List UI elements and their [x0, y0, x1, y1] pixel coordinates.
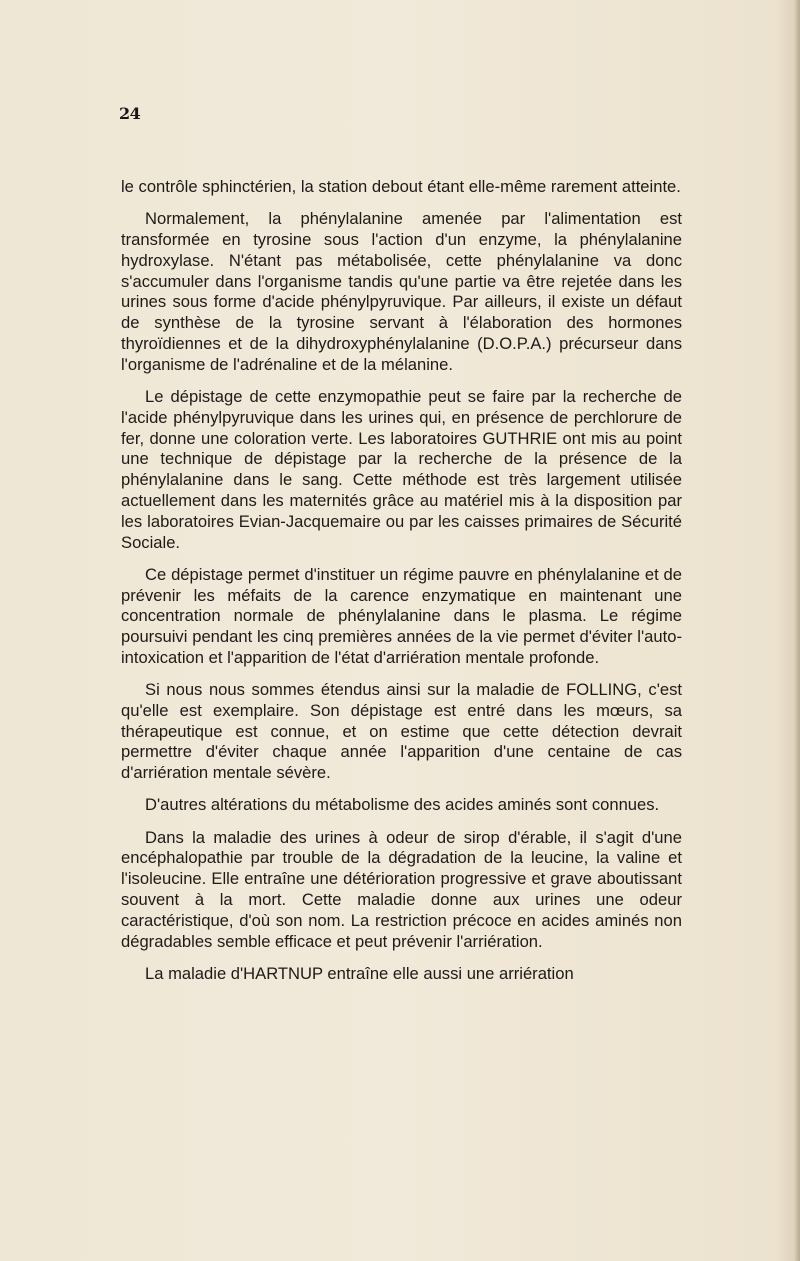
- body-text: [121, 177, 682, 996]
- paragraph-hartnup-disease: La maladie d'HARTNUP entraîne elle aussi une arriération: [145, 963, 574, 983]
- paragraph-folling-exemplary: Si nous nous sommes étendus ainsi sur la maladie de FOLLING, c'est qu'elle est exemplaire. Son dépistage est entré dans les mœurs, sa thérapeutique est connue, et on estime que cette détection devrait permettre d'éviter chaque année l'apparition d'une centaine de cas d'arriération mentale sévère.: [121, 680, 682, 783]
- paragraph-screening-methods: Le dépistage de cette enzymopathie peut se faire par la recherche de l'acide phénylpyruvique dans les urines qui, en présence de perchlorure de fer, donne une coloration verte. Les laboratoires GUTHRIE ont mis au point une technique de dépistage par la recherche de la présence de la phénylalanine dans le sang. Cette méthode est très largement utilisée actuellement dans les maternités grâce au matériel mis à la disposition par les laboratoires Evian-Jacquemaire ou par les caisses primaires de Sécurité Sociale.: [121, 386, 682, 552]
- paragraph-diet-prevention: Ce dépistage permet d'instituer un régime pauvre en phénylalanine et de prévenir les méfaits de la carence enzymatique en maintenant une concentration normale de phénylalanine dans le plasma. Le régime poursuivi pendant les cinq premières années de la vie permet d'éviter l'auto-intoxication et l'apparition de l'état d'arriération mentale profonde.: [121, 564, 682, 667]
- page-edge-shadow: [794, 0, 800, 1261]
- page-number: 24: [119, 104, 141, 123]
- paragraph-phenylalanine-metabolism: Normalement, la phénylalanine amenée par l'alimentation est transformée en tyrosine sous l'action d'un enzyme, la phénylalanine hydroxylase. N'étant pas métabolisée, cette phénylalanine va donc s'accumuler dans l'organisme tandis qu'une partie va être rejetée dans les urines sous forme d'acide phénylpyruvique. Par ailleurs, il existe un défaut de synthèse de la tyrosine servant à l'élaboration des hormones thyroïdiennes et de la dihydroxyphénylalanine (D.O.P.A.) précurseur dans l'organisme de l'adrénaline et de la mélanine.: [121, 209, 682, 374]
- paragraph-maple-syrup-disease: Dans la maladie des urines à odeur de sirop d'érable, il s'agit d'une encéphalopathie par trouble de la dégradation de la leucine, la valine et l'isoleucine. Elle entraîne une détérioration progressive et grave aboutissant souvent à la mort. Cette maladie donne aux urines une odeur caractéristique, d'où son nom. La restriction précoce en acides aminés non dégradables semble efficace et peut prévenir l'arriération.: [121, 827, 682, 951]
- paragraph-other-alterations: D'autres altérations du métabolisme des acides aminés sont connues.: [145, 795, 660, 815]
- paragraph-continuation: le contrôle sphinctérien, la station debout étant elle-même rarement atteinte.: [121, 177, 681, 196]
